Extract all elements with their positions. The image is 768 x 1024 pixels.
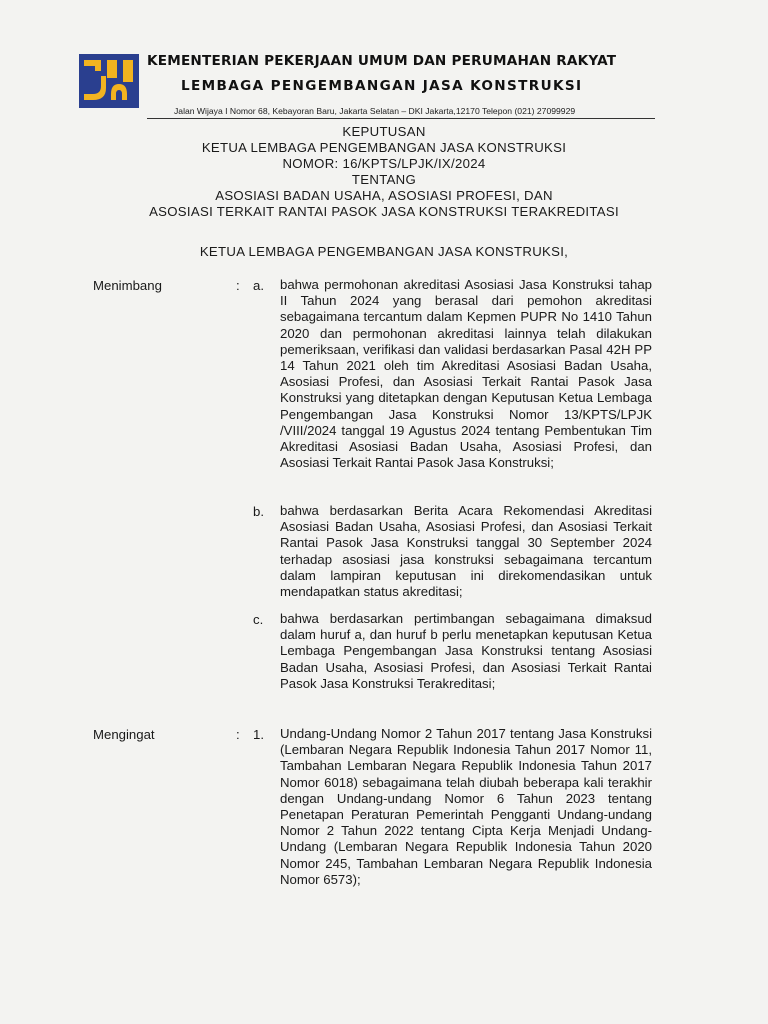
pupr-logo-icon	[79, 54, 139, 108]
decree-subject-line1: ASOSIASI BADAN USAHA, ASOSIASI PROFESI, DAN	[215, 188, 553, 203]
menimbang-marker-b: b.	[253, 504, 264, 519]
menimbang-label: Menimbang	[93, 278, 162, 293]
decree-subject-line2: ASOSIASI TERKAIT RANTAI PASOK JASA KONSTRUKSI TERAKREDITASI	[149, 204, 619, 219]
issuer-heading: KETUA LEMBAGA PENGEMBANGAN JASA KONSTRUKSI,	[199, 244, 569, 259]
menimbang-colon: :	[236, 278, 240, 293]
mengingat-colon: :	[236, 727, 240, 742]
agency-name: LEMBAGA PENGEMBANGAN JASA KONSTRUKSI	[181, 78, 583, 94]
menimbang-marker-a: a.	[253, 278, 264, 293]
decree-type: KEPUTUSAN	[342, 124, 426, 139]
decree-title-block	[84, 124, 684, 220]
agency-address: Jalan Wijaya I Nomor 68, Kebayoran Baru, Jakarta Selatan – DKI Jakarta,12170 Telepon (021) 27099929	[174, 106, 576, 116]
mengingat-item-1: Undang-Undang Nomor 2 Tahun 2017 tentang Jasa Konstruksi (Lembaran Negara Republik Indonesia Tahun 2017 Nomor 11, Tambahan Lembaran Negara Republik Indonesia Tahun 2017 Nomor 6018) sebagaimana telah diubah beberapa kali terakhir dengan Undang-undang Nomor 6 Tahun 2023 tentang Penetapan Peraturan Pemerintah Pengganti Undang-undang Nomor 2 Tahun 2022 tentang Cipta Kerja Menjadi Undang-Undang (Lembaran Negara Republik Indonesia Tahun 2020 Nomor 245, Tambahan Lembaran Negara Republik Indonesia Nomor 6573);	[280, 726, 652, 887]
decree-about: TENTANG	[351, 172, 417, 187]
mengingat-marker-1: 1.	[253, 727, 264, 742]
menimbang-item-c: bahwa berdasarkan pertimbangan sebagaimana dimaksud dalam huruf a, dan huruf b perlu menetapkan keputusan Ketua Lembaga Pengembangan Jasa Konstruksi tentang Asosiasi Badan Usaha, Asosiasi Profesi, dan Asosiasi Terkait Rantai Pasok Jasa Konstruksi Terakreditasi;	[280, 611, 652, 691]
mengingat-label: Mengingat	[93, 727, 155, 742]
menimbang-marker-c: c.	[253, 612, 264, 627]
menimbang-item-b: bahwa berdasarkan Berita Acara Rekomendasi Akreditasi Asosiasi Badan Usaha, Asosiasi Profesi, dan Asosiasi Terkait Rantai Pasok Jasa Konstruksi tanggal 30 September 2024 terhadap asosiasi jasa konstruksi sebagaimana tercantum dalam lampiran keputusan ini direkomendasikan untuk mendapatkan status akreditasi;	[280, 503, 652, 600]
ministry-name: KEMENTERIAN PEKERJAAN UMUM DAN PERUMAHAN RAKYAT	[147, 53, 617, 69]
decree-number: NOMOR: 16/KPTS/LPJK/IX/2024	[282, 156, 486, 171]
decree-issuer-title: KETUA LEMBAGA PENGEMBANGAN JASA KONSTRUKSI	[201, 140, 567, 155]
letterhead-divider	[147, 118, 655, 119]
menimbang-item-a: bahwa permohonan akreditasi Asosiasi Jasa Konstruksi tahap II Tahun 2024 yang berasal dari pemohon akreditasi sebagaimana tercantum dalam Kepmen PUPR No 1410 Tahun 2020 dan permohonan akreditasi lainnya telah dilakukan pemeriksaan, verifikasi dan validasi berdasarkan Pasal 42H PP 14 Tahun 2021 oleh tim Akreditasi Asosiasi Badan Usaha, Asosiasi Profesi, dan Asosiasi Terkait Rantai Pasok Jasa Konstruksi yang ditetapkan dengan Keputusan Ketua Lembaga Pengembangan Jasa Konstruksi Nomor 13/KPTS/LPJK /VIII/2024 tanggal 19 Agustus 2024 tentang Pembentukan Tim Akreditasi Asosiasi Badan Usaha, Asosiasi Profesi, dan Asosiasi Terkait Rantai Pasok Jasa Konstruksi;	[280, 277, 652, 471]
